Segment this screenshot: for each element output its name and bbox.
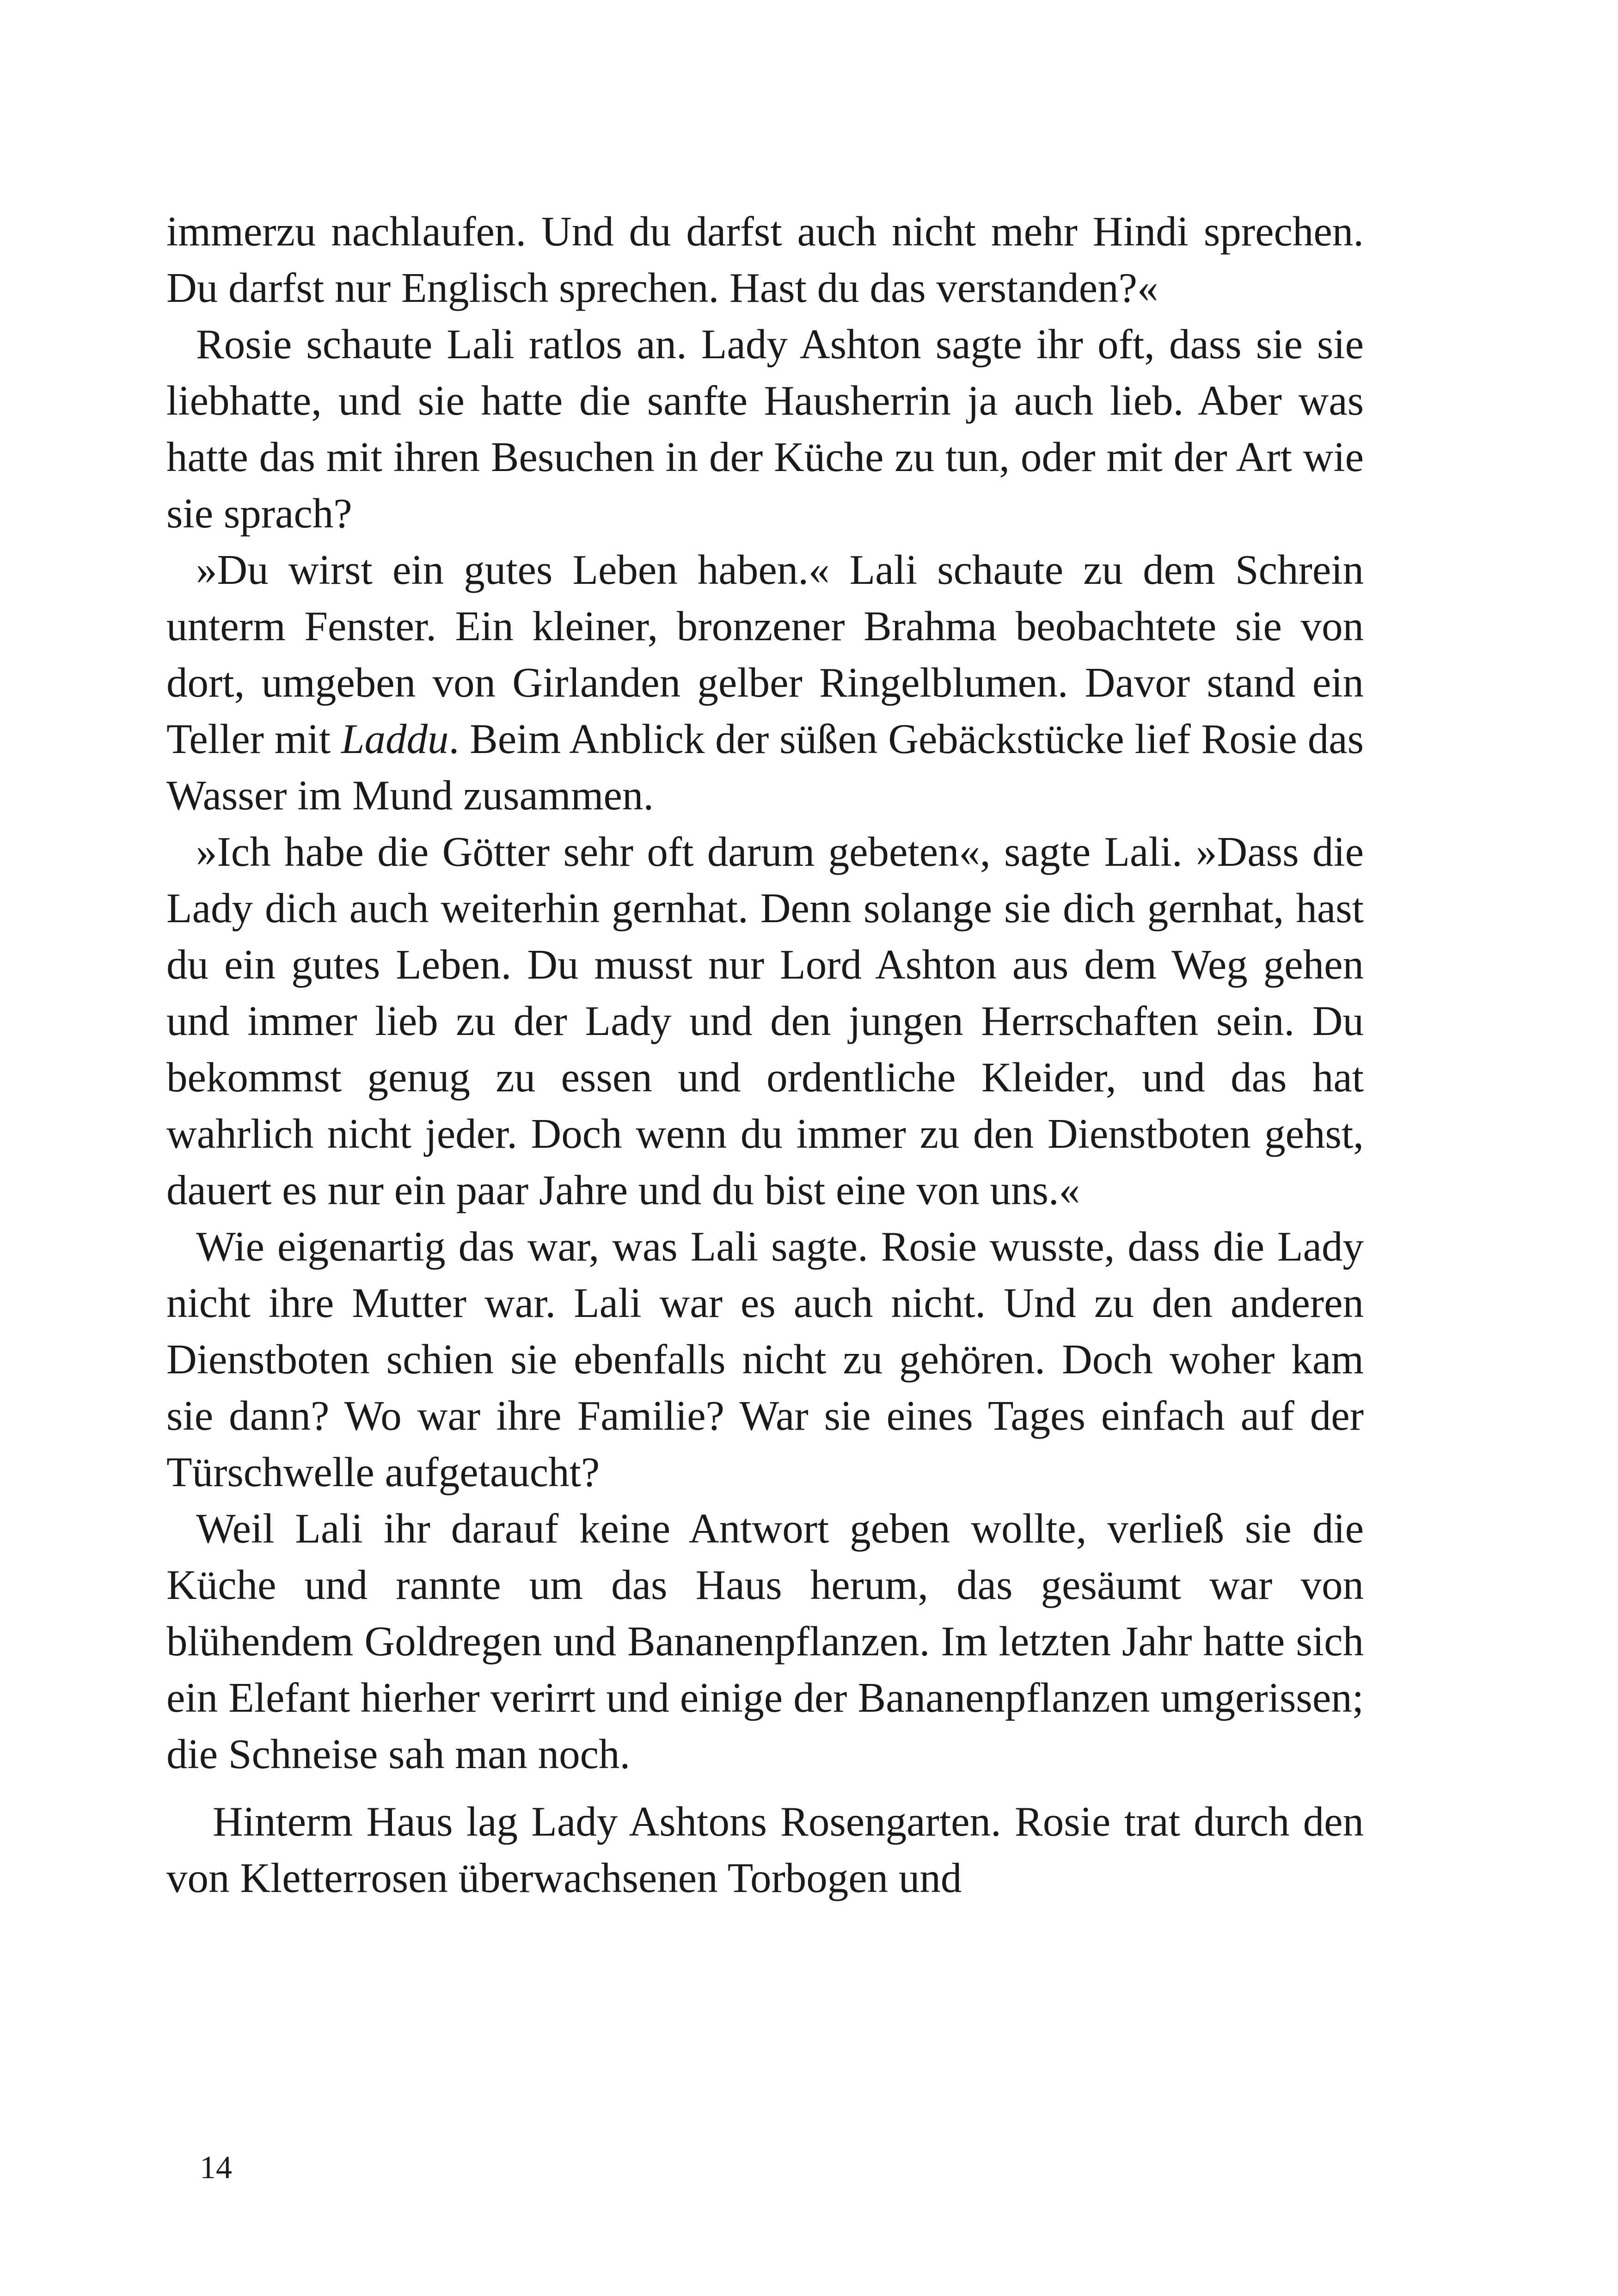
paragraph-4: »Ich habe die Götter sehr oft darum gebeten«, sagte Lali. »Dass die Lady dich auch weiterhin gernhat. Denn solange sie dich gernhat, hast du ein gutes Leben. Du musst nur Lord Ashton aus dem Weg gehen und immer lieb zu der Lady und den jungen Herrschaften sein. Du bekommst genug zu essen und ordentliche Kleider, und das hat wahrlich nicht jeder. Doch wenn du immer zu den Dienstboten gehst, dauert es nur ein paar Jahre und du bist eine von uns.«	[166, 828, 1364, 1213]
paragraph-3-text-end: . Beim Anblick der süßen Gebäckstücke lief Rosie das Wasser im Mund zusammen.	[166, 716, 1364, 819]
paragraph-3	[166, 542, 1364, 824]
paragraph-5: Wie eigenartig das war, was Lali sagte. Rosie wusste, dass die Lady nicht ihre Mutter war. Lali war es auch nicht. Und zu den anderen Dienstboten schien sie ebenfalls nicht zu gehören. Doch woher kam sie dann? Wo war ihre Familie? War sie eines Tages einfach auf der Türschwelle aufgetaucht?	[166, 1223, 1364, 1495]
paragraph-6: Weil Lali ihr darauf keine Antwort geben wollte, verließ sie die Küche und rannte um das Haus herum, das gesäumt war von blühendem Goldregen und Bananenpflanzen. Im letzten Jahr hatte sich ein Elefant hierher verirrt und einige der Bananenpflanzen umgerissen; die Schneise sah man noch.	[166, 1505, 1364, 1777]
body-text	[166, 203, 1364, 1906]
paragraph-2: Rosie schaute Lali ratlos an. Lady Ashton sagte ihr oft, dass sie sie liebhatte, und sie hatte die sanfte Hausherrin ja auch lieb. Aber was hatte das mit ihren Besuchen in der Küche zu tun, oder mit der Art wie sie sprach?	[166, 321, 1364, 537]
paragraph-7: Hinterm Haus lag Lady Ashtons Rosengarten. Rosie trat durch den von Kletterrosen überwachsenen Torbogen und	[166, 1798, 1364, 1901]
page-number: 14	[200, 2150, 232, 2186]
italic-term-laddu: Laddu	[341, 716, 449, 762]
paragraph-1: immerzu nachlaufen. Und du darfst auch nicht mehr Hindi sprechen. Du darfst nur Englisch sprechen. Hast du das verstanden?«	[166, 208, 1364, 311]
paragraph-3-text-start: »Du wirst ein gutes Leben haben.« Lali schaute zu dem Schrein unterm Fenster. Ein kleiner, bronzener Brahma beobachtete sie von dort, umgeben von Girlanden gelber Ringelblumen. Davor stand ein Teller mit	[166, 546, 1364, 762]
